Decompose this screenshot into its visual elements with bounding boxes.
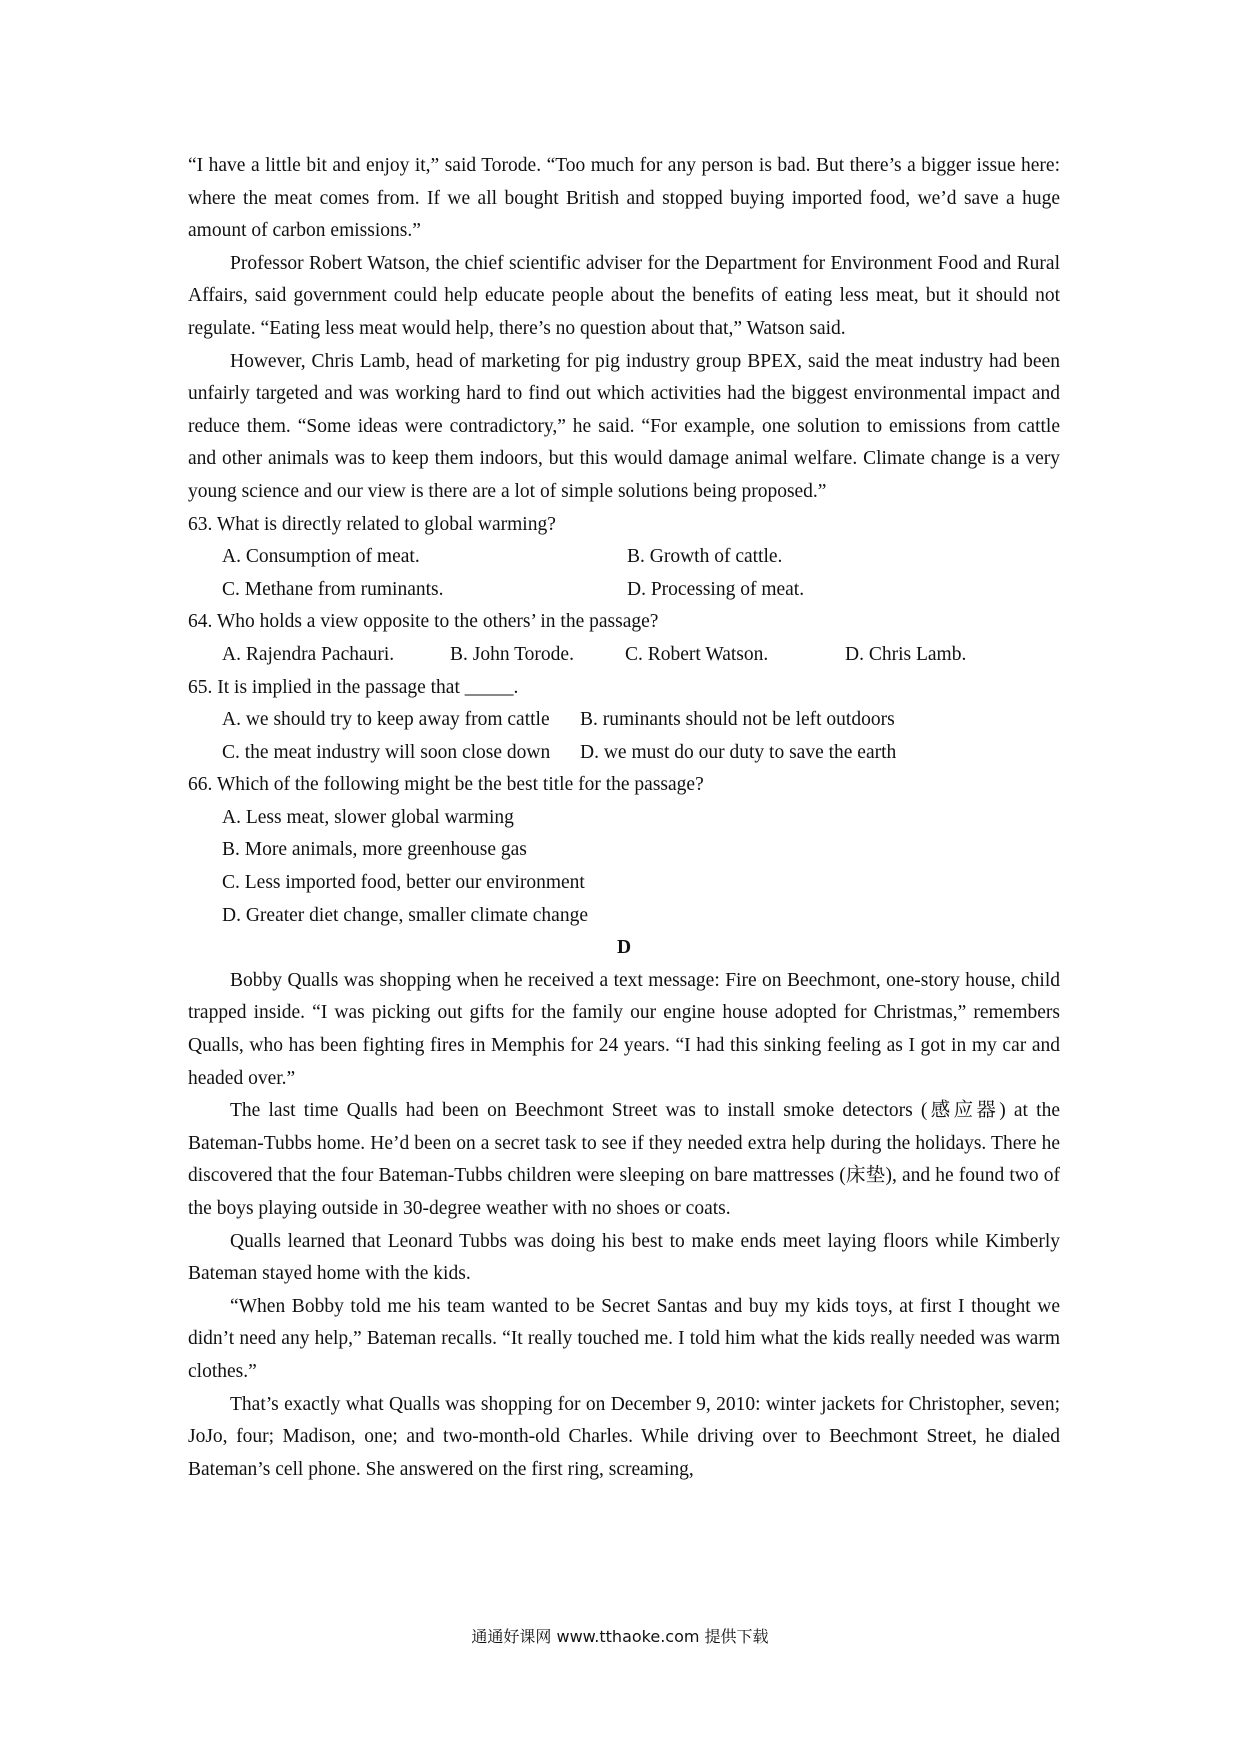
option-c: C. Less imported food, better our environment bbox=[222, 872, 585, 894]
question-63 bbox=[188, 509, 1060, 607]
question-stem: 63. What is directly related to global warming? bbox=[188, 513, 556, 535]
passage-d-paragraph-3: Qualls learned that Leonard Tubbs was doing his best to make ends meet laying floors while Kimberly Bateman stayed home with the kids. bbox=[188, 1230, 1060, 1285]
option-d: D. Greater diet change, smaller climate change bbox=[222, 904, 588, 926]
passage-c-paragraph-2: Professor Robert Watson, the chief scientific adviser for the Department for Environment Food and Rural Affairs, said government could help educate people about the benefits of eating less meat, but it should not regulate. “Eating less meat would help, there’s no question about that,” Watson said. bbox=[188, 252, 1060, 339]
option-b: B. John Torode. bbox=[450, 643, 574, 665]
answer-options bbox=[188, 541, 1060, 606]
option-d: D. Chris Lamb. bbox=[845, 643, 967, 665]
option-d: D. Processing of meat. bbox=[627, 578, 805, 600]
answer-options bbox=[188, 802, 1060, 932]
passage-d-paragraph-2: The last time Qualls had been on Beechmont Street was to install smoke detectors (感应器) at the Bateman-Tubbs home. He’d been on a secret task to see if they needed extra help during the holidays. There he discovered that the four Bateman-Tubbs children were sleeping on bare mattresses (床垫), and he found two of the boys playing outside in 30-degree weather with no shoes or coats. bbox=[188, 1100, 1060, 1219]
question-64 bbox=[188, 606, 1060, 671]
passage-c-paragraph-1: “I have a little bit and enjoy it,” said Torode. “Too much for any person is bad. But there’s a bigger issue here: where the meat comes from. If we all bought British and stopped buying imported food, we’d save a huge amount of carbon emissions.” bbox=[188, 155, 1060, 242]
option-c: C. the meat industry will soon close down bbox=[222, 741, 551, 763]
option-c: C. Robert Watson. bbox=[625, 643, 769, 665]
section-title: D bbox=[616, 937, 632, 959]
exam-page bbox=[188, 150, 1060, 1486]
answer-options bbox=[188, 639, 1060, 672]
passage-d-paragraph-5: That’s exactly what Qualls was shopping for on December 9, 2010: winter jackets for Christopher, seven; JoJo, four; Madison, one; and two-month-old Charles. While driving over to Beechmont Street, he dialed Bateman’s cell phone. She answered on the first ring, screaming, bbox=[188, 1393, 1060, 1480]
passage-c-paragraph-3: However, Chris Lamb, head of marketing for pig industry group BPEX, said the meat industry had been unfairly targeted and was working hard to find out which activities had the biggest environmental impact and reduce them. “Some ideas were contradictory,” he said. “For example, one solution to emissions from cattle and other animals was to keep them indoors, but this would damage animal welfare. Climate change is a very young science and our view is there are a lot of simple solutions being proposed.” bbox=[188, 350, 1060, 502]
option-c: C. Methane from ruminants. bbox=[222, 578, 444, 600]
option-b: B. Growth of cattle. bbox=[627, 546, 783, 568]
option-a: A. Consumption of meat. bbox=[222, 546, 420, 568]
option-a: A. we should try to keep away from cattle bbox=[222, 709, 550, 731]
option-b: B. More animals, more greenhouse gas bbox=[222, 839, 527, 861]
page-footer: 通通好课网 www.tthaoke.com 提供下载 bbox=[471, 1627, 769, 1646]
question-stem: 64. Who holds a view opposite to the others’ in the passage? bbox=[188, 611, 659, 633]
option-a: A. Rajendra Pachauri. bbox=[222, 643, 395, 665]
question-65 bbox=[188, 672, 1060, 770]
question-stem: 66. Which of the following might be the best title for the passage? bbox=[188, 774, 704, 796]
question-stem: 65. It is implied in the passage that _____. bbox=[188, 676, 519, 698]
answer-options bbox=[188, 704, 1060, 769]
option-b: B. ruminants should not be left outdoors bbox=[580, 709, 895, 731]
option-a: A. Less meat, slower global warming bbox=[222, 806, 514, 828]
passage-d-paragraph-4: “When Bobby told me his team wanted to be Secret Santas and buy my kids toys, at first I thought we didn’t need any help,” Bateman recalls. “It really touched me. I told him what the kids really needed was warm clothes.” bbox=[188, 1295, 1060, 1382]
question-66 bbox=[188, 769, 1060, 932]
option-d: D. we must do our duty to save the earth bbox=[580, 741, 897, 763]
passage-d-paragraph-1: Bobby Qualls was shopping when he received a text message: Fire on Beechmont, one-story house, child trapped inside. “I was picking out gifts for the family our engine house adopted for Christmas,” remembers Qualls, who has been fighting fires in Memphis for 24 years. “I had this sinking feeling as I got in my car and headed over.” bbox=[188, 969, 1060, 1089]
